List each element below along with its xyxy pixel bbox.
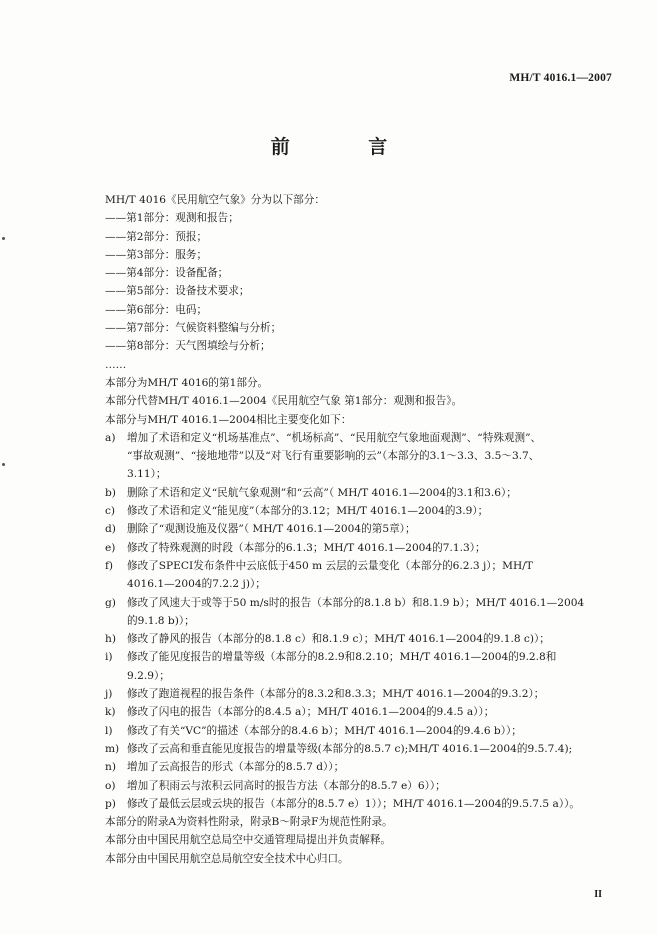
scan-mark — [2, 463, 5, 466]
statement: 本部分由中国民用航空总局空中交通管理局提出并负责解释。 — [105, 834, 392, 847]
change-item — [105, 502, 625, 520]
change-item — [105, 685, 625, 703]
item-text: 修改了风速大于或等于50 m/s时的报告（本部分的8.1.8 b）和8.1.9 b）；MH/T 4016.1—2004 — [127, 596, 585, 609]
statement: 本部分与MH/T 4016.1—2004相比主要变化如下： — [105, 413, 352, 426]
item-label: f) — [105, 559, 114, 572]
item-text: 增加了云高报告的形式（本部分的8.5.7 d））； — [127, 761, 345, 774]
item-text: 修改了SPECI发布条件中云底低于450 m 云层的云量变化（本部分的6.2.3 j）；MH/T — [127, 559, 533, 572]
item-text: “事故观测”、“接地地带”以及“对飞行有重要影响的云”（本部分的3.1～3.3、3.5～3.7、 — [127, 450, 540, 463]
scan-mark — [2, 237, 5, 240]
list-item: ——第1部分：观测和报告； — [105, 212, 239, 225]
item-text: 修改了特殊观测的时段（本部分的6.1.3；MH/T 4016.1—2004的7.1.3）； — [127, 541, 486, 554]
page-title: 前 言 — [270, 136, 424, 158]
item-text: 修改了能见度报告的增量等级（本部分的8.2.9和8.2.10；MH/T 4016.1—2004的9.2.8和 — [127, 651, 557, 664]
statement: 本部分的附录A为资料性附录，附录B～附录F为规范性附录。 — [105, 816, 393, 829]
list-item: ——第4部分：设备配备； — [105, 267, 229, 280]
item-text: 3.11）； — [127, 468, 167, 481]
change-item — [105, 484, 625, 502]
item-label: o) — [105, 779, 116, 792]
item-label: p) — [105, 797, 116, 810]
item-text: 修改了跑道视程的报告条件（本部分的8.3.2和8.3.3；MH/T 4016.1—2004的9.3.2）； — [127, 688, 545, 701]
change-item — [105, 594, 625, 612]
change-item — [105, 539, 625, 557]
item-label: k) — [105, 706, 116, 719]
change-item — [105, 777, 625, 795]
change-item — [105, 557, 625, 575]
list-item: ——第8部分：天气图填绘与分析； — [105, 340, 271, 353]
item-text: 增加了术语和定义“机场基准点”、“机场标高”、“民用航空气象地面观测”、“特殊观测”、 — [127, 431, 542, 444]
item-label: i) — [105, 651, 113, 664]
item-text: 修改了术语和定义“能见度”（本部分的3.12；MH/T 4016.1—2004的3.9）； — [127, 505, 489, 518]
intro-line: MH/T 4016《民用航空气象》分为以下部分： — [105, 194, 325, 206]
change-item — [105, 648, 625, 666]
page-number: II — [594, 889, 602, 900]
statement: 本部分由中国民用航空总局航空安全技术中心归口。 — [105, 852, 349, 865]
item-label: m) — [105, 742, 120, 755]
change-item — [105, 758, 625, 776]
item-label: g) — [105, 596, 116, 609]
parts-list — [105, 209, 625, 374]
item-label: c) — [105, 505, 116, 518]
list-item: …… — [105, 358, 127, 371]
statement: 本部分代替MH/T 4016.1—2004《民用航空气象 第1部分：观测和报告》。 — [105, 395, 463, 408]
list-item: ——第6部分：电码； — [105, 303, 208, 316]
change-item — [105, 740, 625, 758]
item-text: 修改了最低云层或云块的报告（本部分的8.5.7 e）1））；MH/T 4016.1—2004的9.5.7.5 a））。 — [127, 797, 581, 810]
item-text: 修改了云高和垂直能见度报告的增量等级(本部分的8.5.7 c);MH/T 4016.1—2004的9.5.7.4); — [127, 742, 573, 755]
change-item — [105, 429, 625, 447]
change-item — [105, 795, 625, 813]
list-item: ——第3部分：服务； — [105, 248, 208, 261]
item-label: j) — [105, 688, 113, 701]
item-label: l) — [105, 724, 113, 737]
item-text: 9.2.9）； — [127, 669, 170, 682]
item-label: b) — [105, 486, 116, 499]
item-text: 删除了“观测设施及仪器”（ MH/T 4016.1—2004的第5章）； — [127, 523, 416, 536]
change-item — [105, 722, 625, 740]
statement: 本部分为MH/T 4016的第1部分。 — [105, 376, 269, 389]
list-item: ——第5部分：设备技术要求； — [105, 285, 250, 298]
item-label: e) — [105, 541, 116, 554]
item-text: 修改了闪电的报告（本部分的8.4.5 a）；MH/T 4016.1—2004的9.4.5 a））； — [127, 706, 495, 719]
change-item — [105, 630, 625, 648]
item-text: 删除了术语和定义“民航气象观测”和“云高”（ MH/T 4016.1—2004的3.1和3.6）； — [127, 486, 517, 499]
item-label: d) — [105, 523, 116, 536]
change-item — [105, 520, 625, 538]
item-text: 4016.1—2004的7.2.2 j)）； — [127, 578, 266, 591]
changes-list — [105, 429, 625, 813]
list-item: ——第2部分：预报； — [105, 230, 208, 243]
foreword-body — [105, 191, 625, 868]
item-label: h) — [105, 633, 116, 646]
item-text: 修改了有关“VC”的描述（本部分的8.4.6 b）；MH/T 4016.1—2004的9.4.6 b））； — [127, 724, 522, 737]
list-item: ——第7部分：气候资料整编与分析； — [105, 322, 282, 335]
item-text: 修改了静风的报告（本部分的8.1.8 c）和8.1.9 c）；MH/T 4016.1—2004的9.1.8 c)）； — [127, 633, 550, 646]
item-text: 增加了积雨云与浓积云同高时的报告方法（本部分的8.5.7 e）6））； — [127, 779, 446, 792]
item-label: a) — [105, 431, 116, 444]
item-text: 的9.1.8 b)）； — [127, 614, 195, 627]
change-item — [105, 703, 625, 721]
item-label: n) — [105, 761, 116, 774]
standard-number: MH/T 4016.1—2007 — [509, 72, 612, 84]
